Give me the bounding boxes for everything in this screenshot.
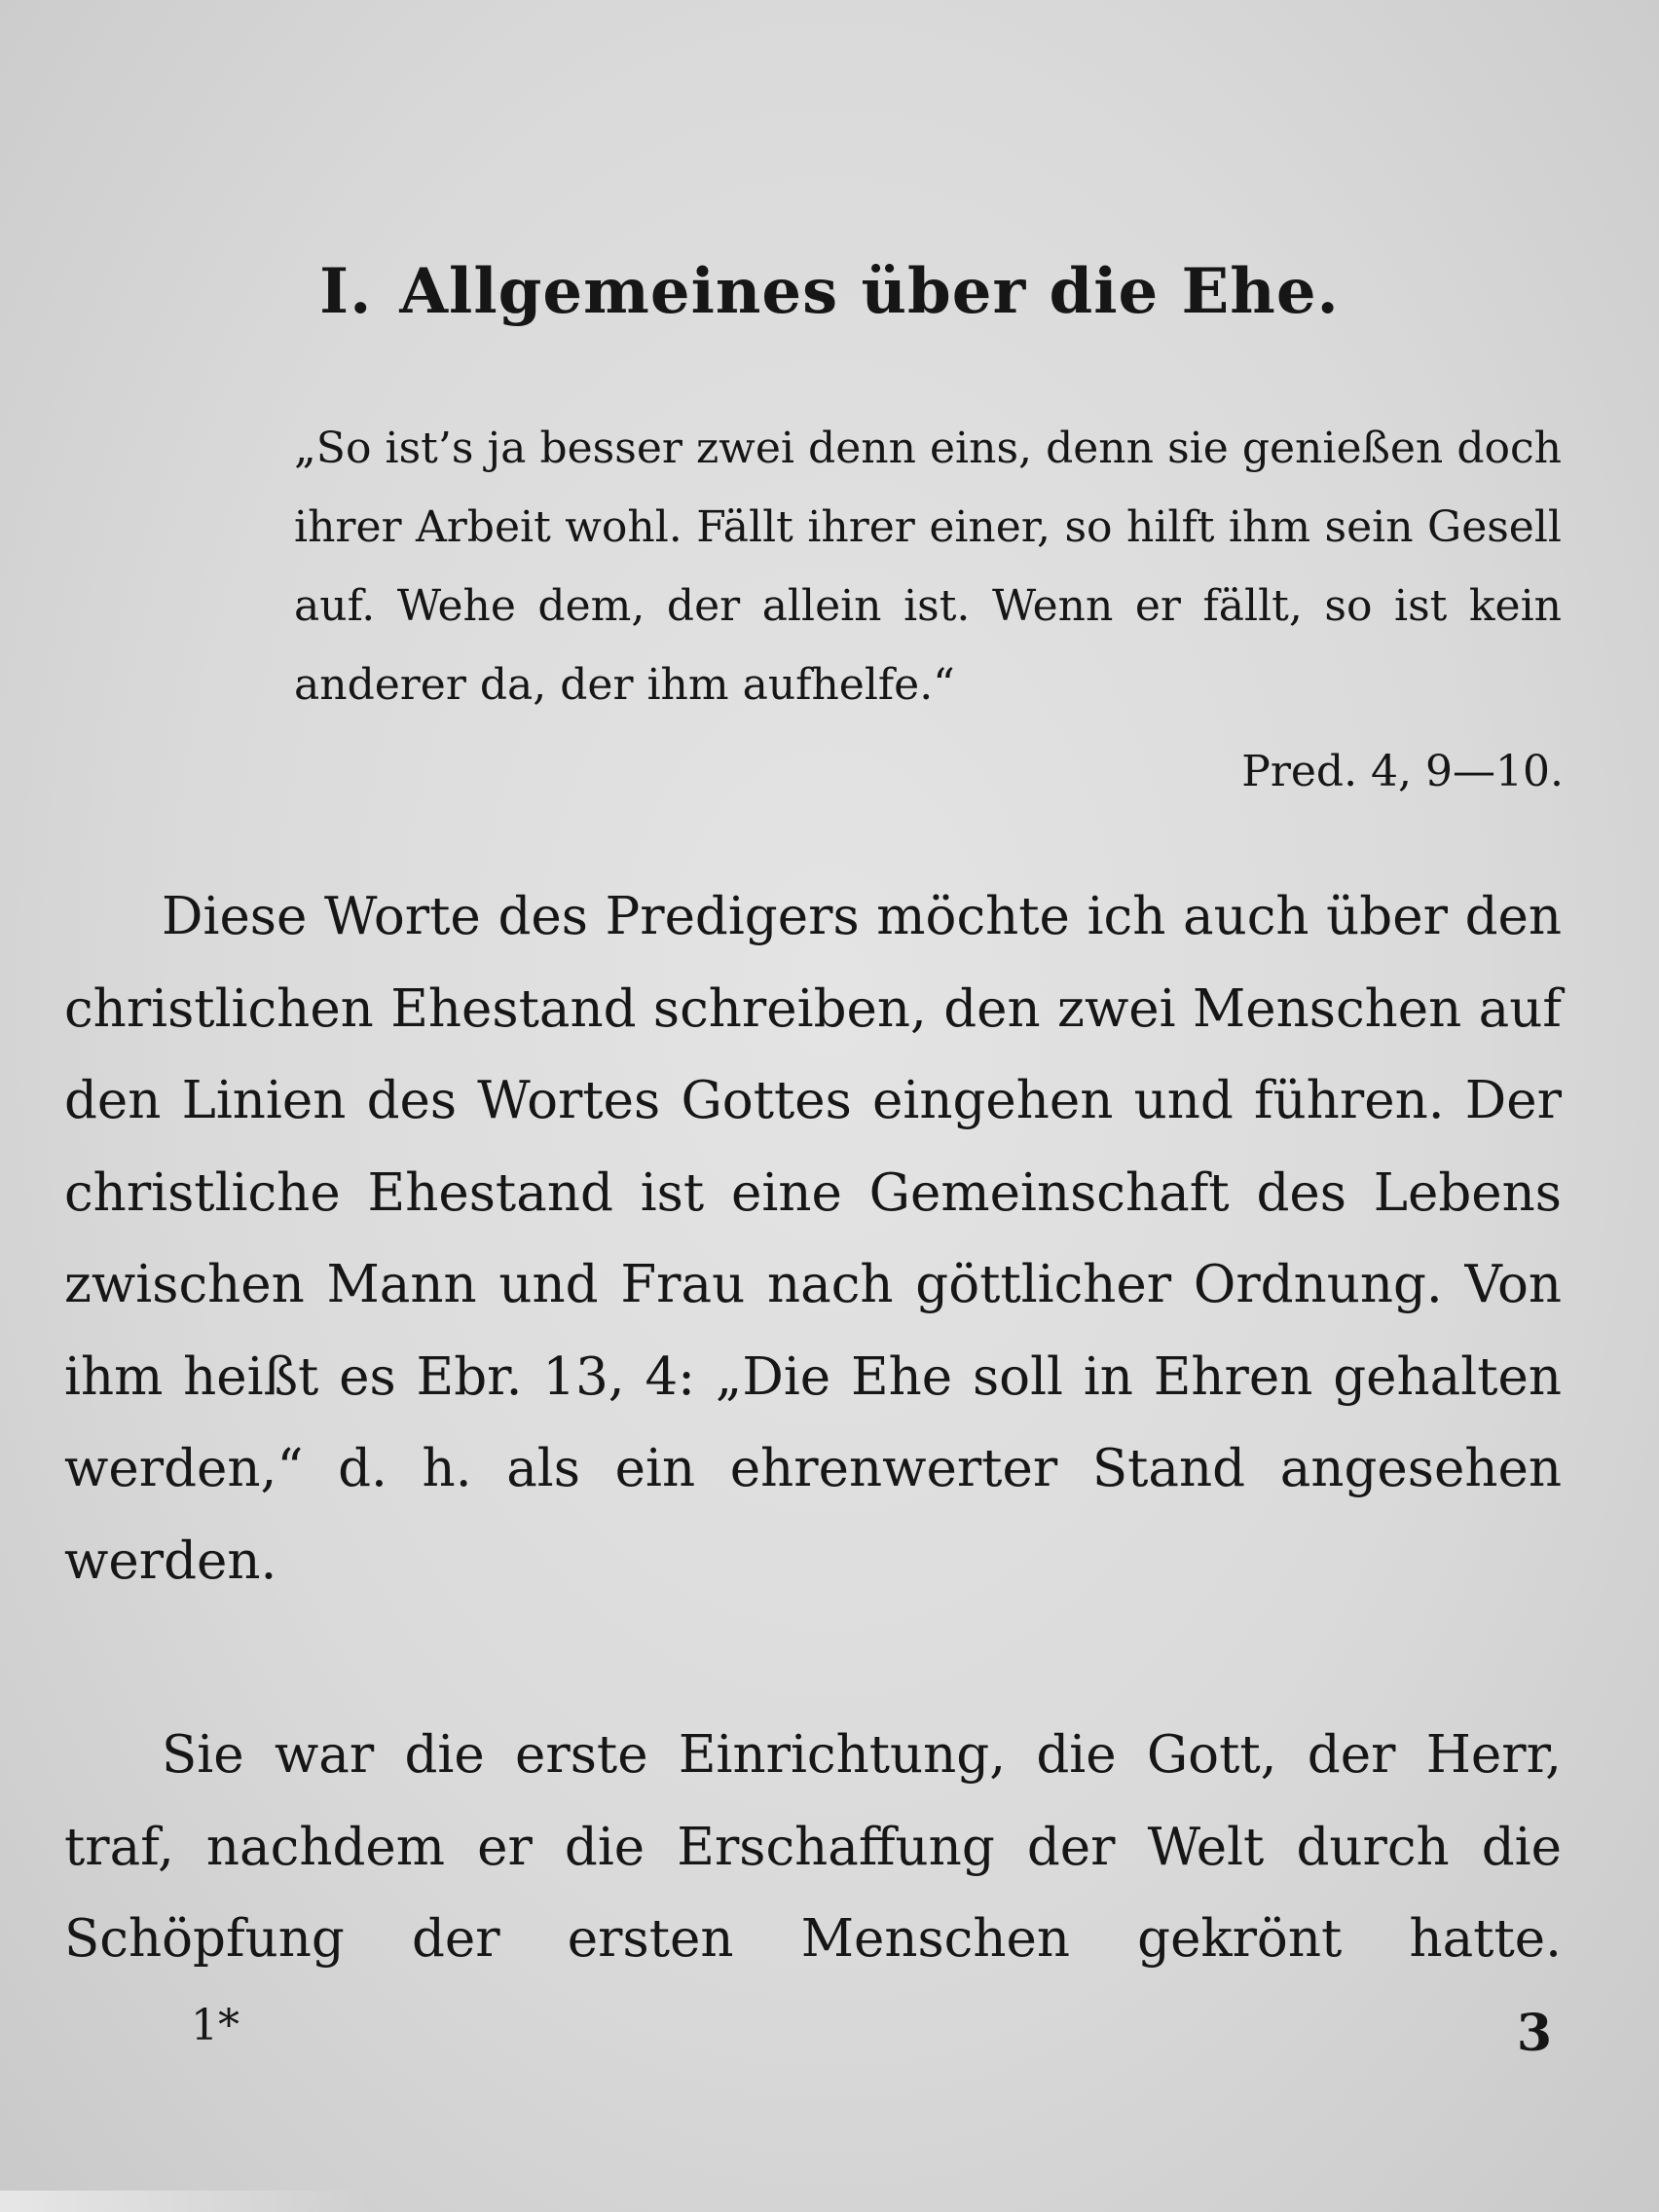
page-number: 3 bbox=[1516, 2004, 1552, 2063]
body-paragraph-2: Sie war die erste Einrichtung, die Gott, der Herr, traf, nachdem er die Erschaffung der Welt durch die Schöpfung der ersten Menschen gekrönt hatte. bbox=[64, 1725, 1562, 1969]
watermark-strip bbox=[0, 2191, 370, 2212]
printer-signature-mark: 1* bbox=[191, 2001, 240, 2050]
epigraph-reference: Pred. 4, 9—10. bbox=[1241, 747, 1564, 796]
body-paragraph-1: Diese Worte des Predigers möchte ich auch über den christlichen Ehestand schreiben, den zwei Menschen auf den Linien des Wortes Gottes eingehen und führen. Der christliche Ehestand ist eine Gemeinschaft des Lebens zwischen Mann und Frau nach göttlicher Ordnung. Von ihm heißt es Ebr. 13, 4: „Die Ehe soll in Ehren gehalten werden,“ d. h. als ein ehrenwerter Stand angesehen werden. bbox=[64, 887, 1562, 1591]
chapter-title: Allgemeines über die Ehe. bbox=[399, 255, 1340, 328]
chapter-number: I. bbox=[319, 255, 373, 328]
chapter-heading bbox=[0, 248, 1659, 336]
epigraph-quote: „So ist’s ja besser zwei denn eins, denn sie genießen doch ihrer Arbeit wohl. Fällt ihrer einer, so hilft ihm sein Gesell auf. Wehe dem, der allein ist. Wenn er fällt, so ist kein anderer da, der ihm aufhelfe.“ bbox=[294, 424, 1562, 710]
